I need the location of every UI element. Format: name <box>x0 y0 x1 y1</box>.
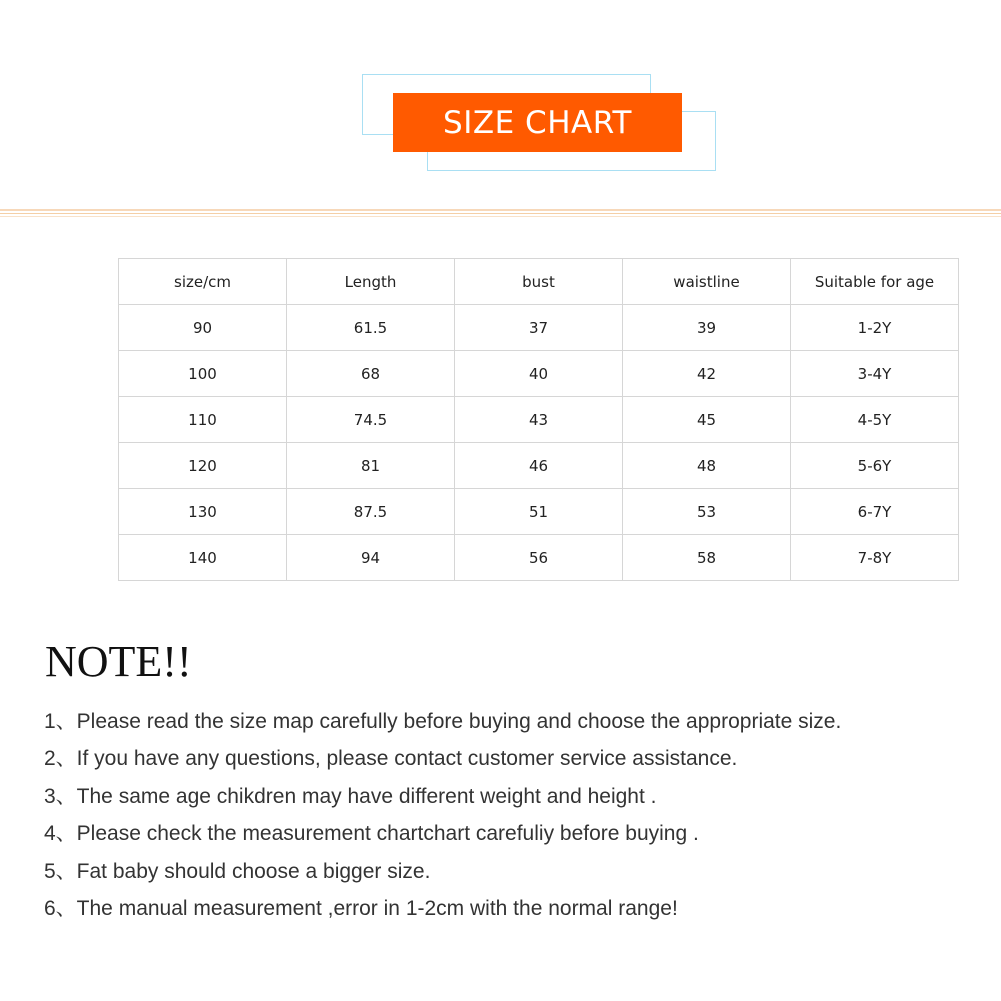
column-header: Suitable for age <box>791 259 959 305</box>
table-header-row <box>119 259 959 305</box>
table-cell: 140 <box>119 535 287 581</box>
table-cell: 51 <box>455 489 623 535</box>
table-row <box>119 305 959 351</box>
table-cell: 48 <box>623 443 791 489</box>
table-cell: 7-8Y <box>791 535 959 581</box>
table-cell: 120 <box>119 443 287 489</box>
table-cell: 37 <box>455 305 623 351</box>
note-heading: NOTE!! <box>45 637 192 686</box>
divider-line <box>0 216 1001 217</box>
table-cell: 1-2Y <box>791 305 959 351</box>
table-cell: 53 <box>623 489 791 535</box>
list-item: 5、Fat baby should choose a bigger size. <box>44 859 431 883</box>
table-cell: 43 <box>455 397 623 443</box>
column-header: Length <box>287 259 455 305</box>
table-cell: 130 <box>119 489 287 535</box>
list-item: 4、Please check the measurement chartchart carefuliy before buying . <box>44 822 699 846</box>
list-item: 1、Please read the size map carefully before buying and choose the appropriate size. <box>44 710 842 733</box>
table-cell: 56 <box>455 535 623 581</box>
table-cell: 39 <box>623 305 791 351</box>
table-cell: 94 <box>287 535 455 581</box>
table-cell: 68 <box>287 351 455 397</box>
table-row <box>119 351 959 397</box>
table-cell: 110 <box>119 397 287 443</box>
table-cell: 61.5 <box>287 305 455 351</box>
table-cell: 3-4Y <box>791 351 959 397</box>
table-cell: 74.5 <box>287 397 455 443</box>
list-item: 6、The manual measurement ,error in 1-2cm with the normal range! <box>44 896 678 920</box>
table-cell: 100 <box>119 351 287 397</box>
column-header: bust <box>455 259 623 305</box>
table-cell: 87.5 <box>287 489 455 535</box>
list-item: 3、The same age chikdren may have different weight and height . <box>44 784 657 808</box>
note-list <box>44 703 841 927</box>
table-cell: 46 <box>455 443 623 489</box>
table-cell: 58 <box>623 535 791 581</box>
table-cell: 90 <box>119 305 287 351</box>
table-row <box>119 397 959 443</box>
table-row <box>119 489 959 535</box>
table-row <box>119 443 959 489</box>
size-table <box>118 258 959 581</box>
list-item: 2、If you have any questions, please contact customer service assistance. <box>44 747 738 771</box>
table-cell: 81 <box>287 443 455 489</box>
table-cell: 4-5Y <box>791 397 959 443</box>
column-header: waistline <box>623 259 791 305</box>
divider-line <box>0 209 1001 211</box>
table-cell: 45 <box>623 397 791 443</box>
column-header: size/cm <box>119 259 287 305</box>
page-title: SIZE CHART <box>393 93 682 152</box>
table-cell: 42 <box>623 351 791 397</box>
table-row <box>119 535 959 581</box>
divider-line <box>0 213 1001 214</box>
table-cell: 5-6Y <box>791 443 959 489</box>
table-cell: 6-7Y <box>791 489 959 535</box>
table-cell: 40 <box>455 351 623 397</box>
